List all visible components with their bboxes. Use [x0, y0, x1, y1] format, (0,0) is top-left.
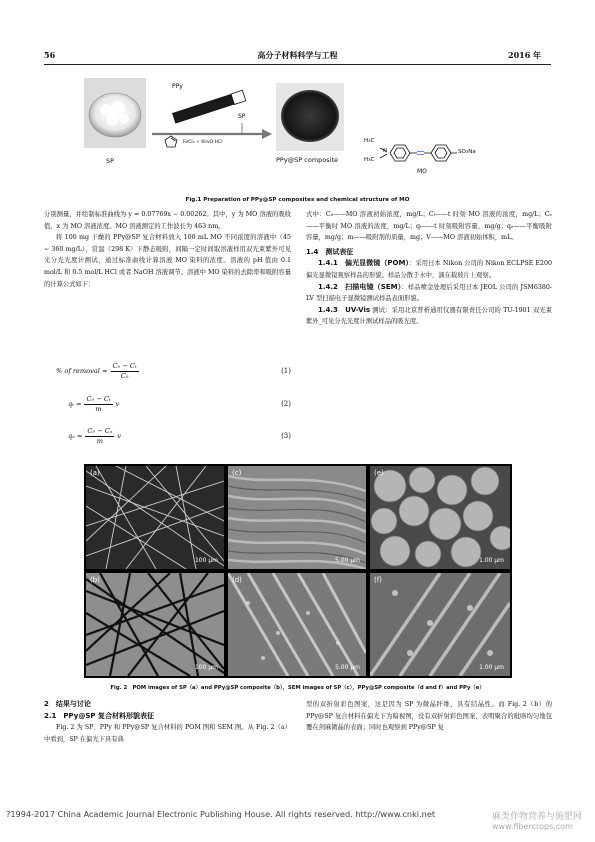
watermark-text: 麻类作物营养与施肥网 — [492, 812, 583, 822]
eq1-fraction — [111, 362, 139, 381]
eq3-num: C₀ − Cₑ — [87, 426, 113, 435]
figure-2-caption: Fig. 2 POM images of SP（a）and PPy@SP composite（b），SEM images of SP（c），PPy@SP composite（d and f）and PPy（e） — [110, 685, 485, 691]
panel-d-scale: 5.00 μm — [335, 664, 360, 671]
label-n: N — [383, 148, 388, 154]
panel-b — [86, 573, 224, 676]
eq2-den: m — [95, 404, 102, 413]
figure-1 — [84, 78, 562, 190]
figure-1-graphic — [84, 78, 562, 190]
label-ppy: PPy — [172, 83, 183, 90]
panel-c-scale: 5.00 μm — [335, 557, 360, 564]
eq1-lhs: % of removal = — [56, 367, 108, 375]
panel-c-label: (c) — [232, 469, 242, 477]
composite-image — [281, 90, 339, 142]
panel-c-image — [228, 466, 366, 569]
page-number: 56 — [44, 50, 56, 60]
eq2-num: C₀ − Cₜ — [86, 394, 111, 403]
eq2-tail: v — [115, 400, 120, 408]
panel-b-image — [86, 573, 224, 676]
panel-b-scale: 100 μm — [194, 664, 218, 671]
panel-a — [86, 466, 224, 569]
label-sp: SP — [106, 157, 115, 165]
s141-text: ：采用日本 Nikon 公司的 Nikon ECLPSE E200 偏光显微镜观察样品的形貌。样品分散于水中，滴在载玻片上观察。 — [306, 260, 552, 279]
section-2-right — [306, 699, 552, 734]
watermark-url: www.fibercrops.com — [492, 822, 573, 831]
panel-b-label: (b) — [90, 576, 100, 584]
panel-e-image — [370, 466, 510, 569]
s141-title: 1.4.1 偏光显微镜（POM） — [317, 259, 410, 268]
equation-2 — [68, 390, 291, 418]
eq3-den: m — [96, 436, 104, 445]
label-mo: MO — [417, 168, 427, 175]
figure-2 — [84, 464, 512, 678]
eq1-number: (1) — [281, 367, 291, 375]
ppy-rod-graphic — [172, 90, 246, 123]
eq3-number: (3) — [281, 432, 291, 440]
panel-e-scale: 1.00 μm — [479, 557, 504, 564]
section-2-left — [44, 699, 291, 745]
panel-a-image — [86, 466, 224, 569]
section-1-4-2 — [306, 282, 552, 305]
panel-e-label: (e) — [374, 469, 384, 477]
panel-f-image — [370, 573, 510, 676]
year: 2016 年 — [508, 50, 542, 60]
label-composite: PPy@SP composite — [276, 156, 339, 164]
label-h3c-bottom: H₃C — [364, 157, 375, 163]
section-2-title: 2 结果与讨论 — [44, 700, 91, 708]
s142-title: 1.4.2 扫描电镜（SEM） — [317, 282, 402, 291]
panel-a-label: (a) — [90, 469, 100, 477]
s143-text: 测试：采用北京普析通用仪器有限责任公司的 TU-1901 双光束紫外_可见分光光度计测试样品的吸光度。 — [306, 306, 553, 326]
section-1-4: 1.4 测试表征 — [306, 247, 354, 256]
panel-a-scale: 100 μm — [194, 557, 218, 564]
figure-1-caption: Fig.1 Preparation of PPy@SP composites and chemical structure of MO — [185, 197, 410, 203]
eq1-den: C₀ — [120, 371, 129, 380]
eq3-lhs: qₑ = — [68, 432, 83, 440]
eq1-num: C₀ − Cₜ — [112, 361, 137, 370]
journal-title: 高分子材料科学与工程 — [257, 50, 338, 60]
s142-text: ：样品喷金处理后采用日本 JEOL 公司的 JSM6380-LV 型扫描电子显微镜测试样品表面形貌。 — [306, 283, 552, 303]
pyrrole-structure — [165, 136, 177, 147]
left-column — [44, 209, 291, 290]
panel-e — [370, 466, 510, 569]
mo-structure — [380, 145, 457, 161]
eq2-fraction — [84, 395, 112, 414]
eq3-tail: v — [117, 432, 122, 440]
eq2-lhs: qₜ = — [68, 400, 82, 408]
panel-f-label: (f) — [374, 576, 382, 584]
eq2-number: (2) — [281, 400, 291, 408]
label-sp-arrow: SP — [238, 113, 246, 120]
panel-f-scale: 1.00 μm — [479, 664, 504, 671]
left-para-1: 分别测量，并绘制标准曲线为 y = 0.07769x − 0.00262。其中，y 为 MO 溶液的吸收值，x 为 MO 溶液浓度。MO 溶液测定的工作波长为 463 nm。 — [44, 211, 291, 230]
equation-1 — [56, 357, 291, 385]
label-reagent: FeCl₃ + 6H₂O·HCl — [183, 140, 223, 145]
right-column — [306, 209, 552, 328]
section-1-4-3 — [306, 305, 552, 328]
panel-c — [228, 466, 366, 569]
panel-d-image — [228, 573, 366, 676]
header-rule — [44, 64, 551, 65]
panel-d-label: (d) — [232, 576, 242, 584]
left-para-2: 将 100 mg 干燥的 PPy@SP 复合材料放入 100 mL MO 不同浓度的溶液中（45 ~ 360 mg/L），常温（298 K）下静态吸附，间隔一定时间取溶液样用双光束紫外可见光分光光度计测试，通过标准曲线计算溶液 MO 染料的浓度。溶液的 pH 值由 0.1 mol/L 和 0.5 mol/L HCl 或者 NaOH 溶液调节。溶液中 MO 染料的去除率和吸附容量的计算公式如下： — [44, 234, 291, 288]
s143-title: 1.4.3 UV-Vis — [317, 305, 371, 314]
panel-f — [370, 573, 510, 676]
section-2-left-text: Fig. 2 为 SP、PPy 和 PPy@SP 复合材料的 POM 图和 SEM 图。从 Fig. 2（a）中看到，SP 在偏光下具有典 — [44, 724, 291, 743]
section-1-4-1 — [306, 258, 552, 281]
copyright-footer: ?1994-2017 China Academic Journal Electronic Publishing House. All rights reserved. http://www.cnki.net — [6, 809, 436, 819]
label-so3na: SO₃Na — [458, 149, 476, 155]
section-2-1-title: 2.1 PPy@SP 复合材料形貌表征 — [44, 711, 154, 720]
right-para-1: 式中：C₀——MO 溶液初始浓度，mg/L；Cₜ——t 时刻 MO 溶液的浓度，mg/L；Cₑ——平衡时 MO 溶液的浓度，mg/L；qₜ——t 时刻吸附容量，mg/g；qₑ——平衡吸附容量，mg/g；m——吸附剂的质量，mg；V——MO 溶液初始体积，mL。 — [306, 211, 552, 242]
eq3-fraction — [85, 427, 114, 446]
panel-d — [228, 573, 366, 676]
equation-3 — [68, 422, 291, 450]
label-h3c-top: H₃C — [364, 138, 375, 144]
section-2-right-text: 型的双折射彩色图案，这是因为 SP 为微晶纤维，具有结晶性。而 Fig. 2（b）的 PPy@SP 复合材料在偏光下为暗视图，没有双折射彩色图案，表明聚合的吡咯均匀地包覆在剑麻微晶的表面；同时也观察到 PPy@SP 复 — [306, 701, 552, 732]
